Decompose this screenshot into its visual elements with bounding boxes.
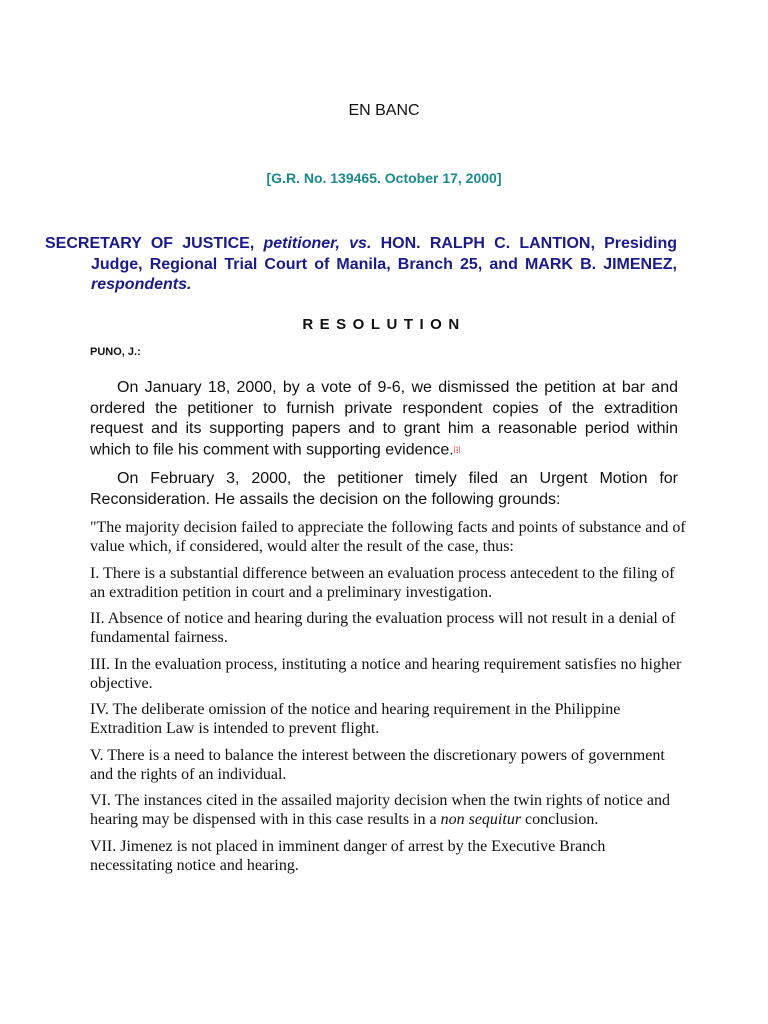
footnote-link[interactable]: [1]	[453, 446, 461, 453]
grounds-intro: "The majority decision failed to appreciate the following facts and points of substance and of value which, if considered, would alter the result of the case, thus:	[90, 519, 686, 555]
ponente: PUNO, J.:	[90, 346, 141, 358]
ground-item: I. There is a substantial difference between an evaluation process antecedent to the filing of an extradition petition in court and a preliminary investigation.	[90, 564, 675, 601]
petitioner-role: petitioner, vs.	[263, 235, 372, 252]
case-number: [G.R. No. 139465. October 17, 2000]	[266, 170, 502, 186]
court-division: EN BANC	[348, 102, 420, 119]
ground-item: V. There is a need to balance the interest between the discretionary powers of government and the rights of an individual.	[90, 746, 665, 783]
respondent-role: respondents.	[91, 276, 192, 293]
ground-item: II. Absence of notice and hearing during the evaluation process will not result in a denial of fundamental fairness.	[90, 610, 676, 646]
resolution-title: RESOLUTION	[302, 316, 466, 333]
ground-item-7: VII. Jimenez is not placed in imminent danger of arrest by the Executive Branch necessitating notice and hearing.	[90, 837, 606, 874]
ground-item-6	[90, 791, 690, 829]
ground-item-6-after: conclusion.	[525, 811, 599, 828]
petitioner-name: SECRETARY OF JUSTICE,	[45, 235, 255, 252]
body-paragraph-2: On February 3, 2000, the petitioner timely filed an Urgent Motion for Reconsideration. He assails the decision on the following grounds:	[90, 470, 678, 508]
ground-item-6-italic: non sequitur	[440, 811, 522, 828]
case-parties	[45, 234, 677, 296]
body-paragraph-1	[90, 378, 678, 460]
body-paragraph-1-text: On January 18, 2000, by a vote of 9-6, we dismissed the petition at bar and ordered the petitioner to furnish private respondent copies of the extradition request and its supporting papers and to grant him a reasonable period within which to file his comment with supporting evidence.	[90, 379, 678, 458]
ground-item: IV. The deliberate omission of the notice and hearing requirement in the Philippine Extradition Law is intended to prevent flight.	[90, 701, 621, 737]
ground-item-6-before: VI. The instances cited in the assailed majority decision when the twin rights of notice and hearing may be dispensed with in this case results in a	[90, 792, 670, 828]
respondent-names: HON. RALPH C. LANTION, Presiding Judge, Regional Trial Court of Manila, Branch 25, and MARK B. JIMENEZ,	[91, 235, 678, 273]
grounds-quote	[90, 518, 690, 882]
ground-item: III. In the evaluation process, instituting a notice and hearing requirement satisfies no higher objective.	[90, 655, 682, 692]
